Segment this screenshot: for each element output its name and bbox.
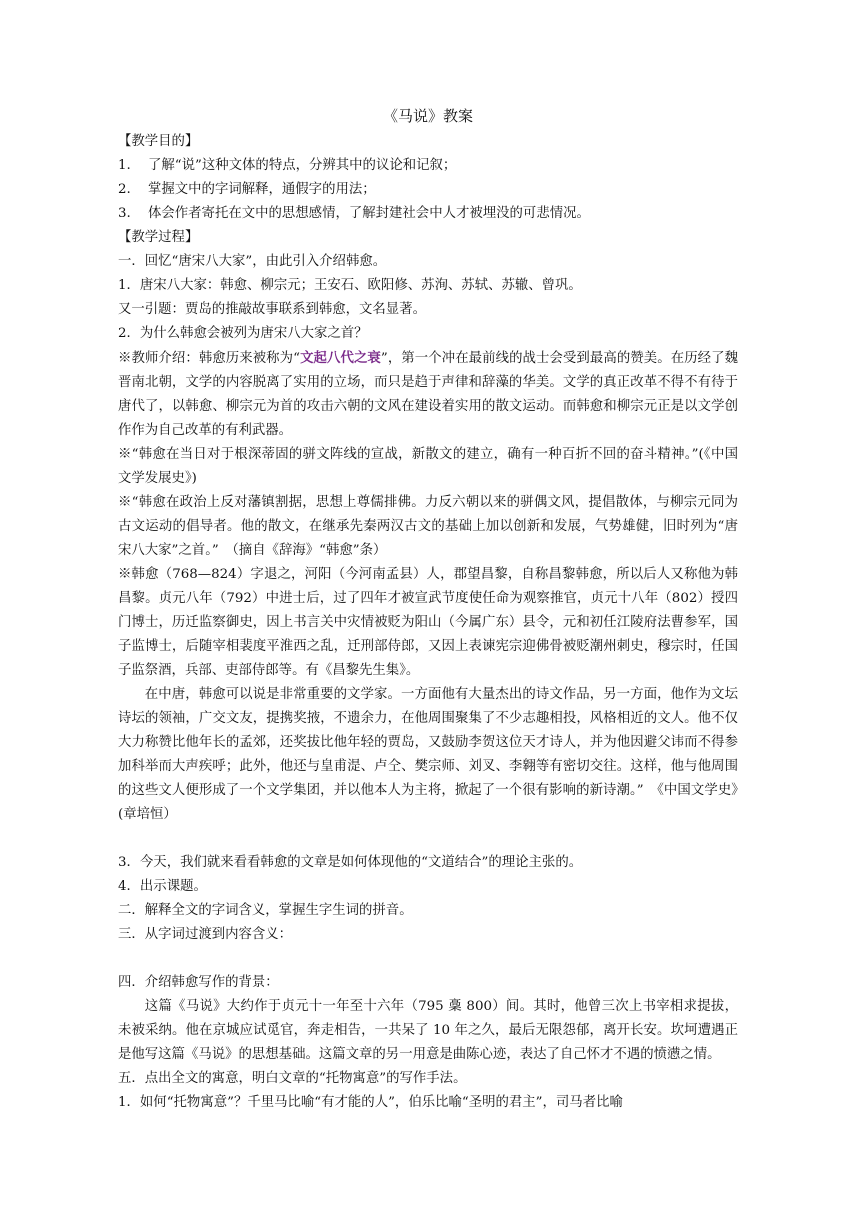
goal-num-3: 3. [118, 206, 131, 221]
section-4-heading: 四．介绍韩愈写作的背景： [118, 975, 279, 990]
section-2-heading: 二．解释全文的字词含义，掌握生字生词的拼音。 [118, 903, 413, 918]
goal-item-2 [118, 178, 738, 202]
jia-dao-line: 又一引题：贾岛的推敲故事联系到韩愈，文名显著。 [118, 302, 426, 317]
highlighted-phrase: 文起八代之衰 [299, 350, 381, 366]
intro-text-before: ※教师介绍：韩愈历来被称为“ [118, 351, 300, 366]
goal-num-2: 2. [118, 182, 131, 197]
section-1-heading: 一．回忆“唐宋八大家”，由此引入介绍韩愈。 [118, 254, 387, 269]
intro-text-after: ”，第一个冲在最前线的战士会受到最高的赞美。在历经了魏晋南北朝，文学的内容脱离了实用的立场，而只是趋于声律和辞藻的华美。文学的真正改革不得不有待于唐代了，以韩愈、柳宗元为首的攻击六朝的文风在建设着实用的散文运动。而韩愈和柳宗元正是以文学创作作为自己改革的有利武器。 [118, 351, 739, 438]
eight-masters-line: 1．唐宋八大家：韩愈、柳宗元；王安石、欧阳修、苏洵、苏轼、苏辙、曾巩。 [118, 278, 582, 293]
document-title: 《马说》教案 [382, 107, 473, 125]
process-heading: 【教学过程】 [118, 230, 199, 245]
goal-text-3: 体会作者寄托在文中的思想感情，了解封建社会中人才被埋没的可悲情况。 [148, 206, 590, 221]
goal-text-2: 掌握文中的字词解释，通假字的用法； [148, 182, 376, 197]
goal-heading: 【教学目的】 [118, 134, 199, 149]
goal-item-3 [118, 202, 738, 226]
show-title-line: 4．出示课题。 [118, 879, 207, 894]
teacher-intro-paragraph [118, 346, 738, 443]
spacer [118, 827, 738, 851]
question-line: 2．为什么韩愈会被列为唐宋八大家之首？ [118, 326, 368, 341]
background-paragraph: 这篇《马说》大约作于贞元十一年至十六年（795 稾 800）间。其时，他曾三次上书宰相求提拔，未被采纳。他在京城应试觅官，奔走相告，一共呆了 10 年之久，最后无限怨郁，离开长安。坎坷遭遇正是他写这篇《马说》的思想基础。这篇文章的另一用意是曲陈心迹，表达了自己怀才不遇的愤懑之情。 [118, 999, 738, 1062]
quote-paragraph-1: ※“韩愈在当日对于根深蒂固的骈文阵线的宣战，新散文的建立，确有一种百折不回的奋斗精神。”(《中国文学发展史》) [118, 447, 738, 486]
biography-paragraph: ※韩愈（768—824）字退之，河阳（今河南孟县）人，郡望昌黎，自称昌黎韩愈，所以后人又称他为韩昌黎。贞元八年（792）中进士后，过了四年才被宣武节度使任命为观察推官，贞元十八年（802）授四门博士，历迁监察御史，因上书言关中灾情被贬为阳山（今属广东）县令，元和初任江陵府法曹参军，国子监博士，后随宰相裴度平淮西之乱，迁刑部侍郎，又因上表谏宪宗迎佛骨被贬潮州刺史，穆宗时，任国子监祭酒，兵部、吏部侍郎等。有《昌黎先生集》。 [118, 567, 738, 678]
section-5-heading: 五．点出全文的寓意，明白文章的“托物寓意”的写作手法。 [118, 1071, 467, 1086]
goal-item-1 [118, 154, 738, 178]
document-body [118, 104, 738, 1115]
spacer [118, 947, 738, 971]
today-line: 3．今天，我们就来看看韩愈的文章是如何体现他的“文道结合”的理论主张的。 [118, 855, 583, 870]
allegory-line: 1．如何“托物寓意”？千里马比喻“有才能的人”，伯乐比喻“圣明的君主”，司马者比喻 [118, 1095, 623, 1110]
goal-text-1: 了解“说”这种文体的特点，分辨其中的议论和记叙； [148, 158, 457, 173]
section-3-heading: 三．从字词过渡到内容含义： [118, 927, 293, 942]
goal-num-1: 1. [118, 158, 131, 173]
mid-tang-paragraph: 在中唐，韩愈可以说是非常重要的文学家。一方面他有大量杰出的诗文作品，另一方面，他作为文坛诗坛的领袖，广交文友，提携奖掖，不遗余力，在他周围聚集了不少志趣相投，风格相近的文人。他不仅大力称赞比他年长的孟郊，还奖拔比他年轻的贾岛，又鼓励李贺这位天才诗人，并为他因避父讳而不得参加科举而大声疾呼；此外，他还与皇甫湜、卢仝、樊宗师、刘叉、李翱等有密切交往。这样，他与他周围的这些文人便形成了一个文学集团，并以他本人为主将，掀起了一个很有影响的新诗潮。” 《中国文学史》(章培恒） [118, 687, 738, 822]
quote-paragraph-2: ※“韩愈在政治上反对藩镇割据，思想上尊儒排佛。力反六朝以来的骈偶文风，提倡散体，与柳宗元同为古文运动的倡导者。他的散文，在继承先秦两汉古文的基础上加以创新和发展，气势雄健，旧时列为“唐宋八大家”之首。” （摘自《辞海》“韩愈”条） [118, 495, 738, 558]
